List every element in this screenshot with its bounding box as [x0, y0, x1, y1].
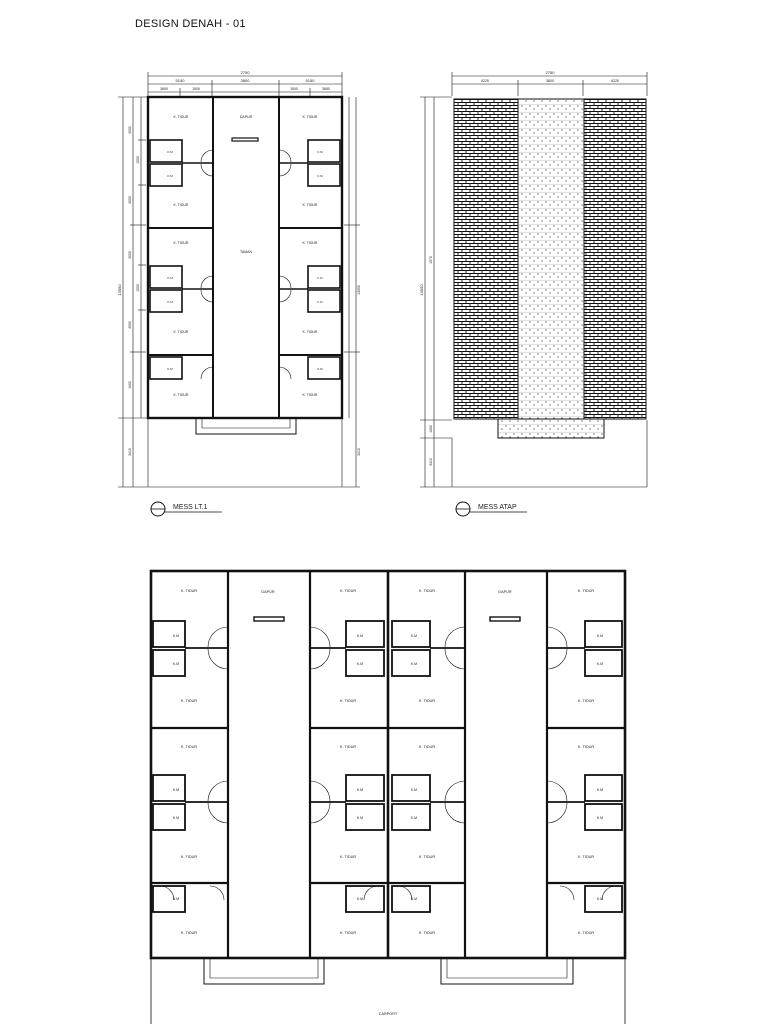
big-room-kamar: K. TIDUR	[418, 931, 436, 935]
big-room-kamar: K. TIDUR	[180, 589, 198, 593]
dim-right-total: 13050	[357, 285, 361, 295]
roof-ridge	[518, 99, 584, 437]
mess-lt1-side-dimensions	[118, 97, 360, 487]
big-room-kamar: K. TIDUR	[339, 589, 357, 593]
roof-right-slope	[584, 99, 646, 419]
roof-left-slope	[454, 99, 518, 419]
dim-side-seg-4: 4000	[128, 251, 132, 259]
big-room-kamar: K. TIDUR	[339, 855, 357, 859]
big-room-kamar: K. TIDUR	[577, 699, 595, 703]
big-room-kamar: K. TIDUR	[180, 745, 198, 749]
room-kamar: K. TIDUR	[173, 330, 189, 334]
combined-floor-plan	[151, 571, 625, 1024]
mess-atap-plan	[419, 70, 647, 516]
big-room-dapur: DAPUR	[498, 590, 512, 594]
big-room-km: K.M	[172, 788, 180, 792]
big-room-kamar: K. TIDUR	[180, 699, 198, 703]
carport-label: CARPORT	[378, 1012, 398, 1016]
mess-lt1-top-dimensions	[148, 72, 342, 98]
dim-top-middle: 3800	[240, 78, 250, 83]
room-km: K.M	[167, 367, 173, 371]
atap-dim-side-total: 13050	[419, 284, 424, 296]
roof-porch	[498, 419, 604, 438]
drawing-title: DESIGN DENAH - 01	[135, 18, 246, 30]
mess-lt1-caption	[151, 502, 222, 516]
big-room-km: K.M	[596, 788, 604, 792]
big-room-kamar: K. TIDUR	[577, 931, 595, 935]
big-room-km: K.M	[596, 897, 604, 901]
dim-side-seg-3: 4000	[128, 196, 132, 204]
big-room-kamar: K. TIDUR	[577, 745, 595, 749]
big-room-kamar: K. TIDUR	[577, 855, 595, 859]
dim-top-sub-3: 1500	[290, 87, 298, 91]
atap-dim-middle: 3800	[546, 79, 554, 83]
big-room-kamar: K. TIDUR	[418, 589, 436, 593]
atap-dim-side-upper: 1570	[429, 256, 433, 264]
dim-top-right: 5150	[305, 78, 315, 83]
atap-dim-left: 6225	[481, 79, 489, 83]
atap-dim-right: 6225	[611, 79, 619, 83]
big-room-km: K.M	[356, 897, 364, 901]
dim-side-seg-7: 1000	[128, 381, 132, 389]
atap-dim-side-bottom: 3410	[429, 458, 433, 466]
room-km: K.M	[167, 174, 173, 178]
room-km: K.M	[317, 367, 323, 371]
atap-dim-side-lower: 1000	[429, 425, 433, 433]
mess-lt1-label: MESS LT.1	[173, 504, 208, 511]
big-room-km: K.M	[410, 634, 418, 638]
big-room-km: K.M	[356, 816, 364, 820]
big-room-km: K.M	[596, 662, 604, 666]
dim-side-seg-6: 4000	[128, 321, 132, 329]
room-dapur: DAPUR	[239, 115, 253, 119]
big-room-kamar: K. TIDUR	[339, 699, 357, 703]
dim-right-bottom: 3410	[357, 448, 361, 456]
big-room-kamar: K. TIDUR	[418, 855, 436, 859]
room-koridor: TAMAN	[240, 250, 252, 254]
big-room-km: K.M	[356, 788, 364, 792]
dim-side-total: 13050	[117, 284, 122, 296]
room-kamar: K. TIDUR	[302, 330, 318, 334]
big-room-dapur: DAPUR	[261, 590, 275, 594]
dim-side-seg-2: 1500	[136, 156, 140, 164]
mess-atap-label: MESS ATAP	[478, 504, 517, 511]
dim-side-seg-1: 4000	[128, 126, 132, 134]
room-kamar: K. TIDUR	[302, 115, 318, 119]
big-room-kamar: K. TIDUR	[577, 589, 595, 593]
dim-side-bottom: 3410	[128, 448, 132, 456]
big-room-km: K.M	[596, 634, 604, 638]
big-room-kamar: K. TIDUR	[180, 931, 198, 935]
big-room-kamar: K. TIDUR	[418, 699, 436, 703]
big-room-km: K.M	[172, 634, 180, 638]
dim-top-sub-2: 1500	[192, 87, 200, 91]
big-room-kamar: K. TIDUR	[180, 855, 198, 859]
room-km: K.M	[167, 150, 173, 154]
room-kamar: K. TIDUR	[173, 241, 189, 245]
room-km: K.M	[317, 150, 323, 154]
dim-top-sub-1: 3650	[160, 87, 168, 91]
room-kamar: K. TIDUR	[302, 203, 318, 207]
big-room-km: K.M	[356, 634, 364, 638]
room-kamar: K. TIDUR	[173, 115, 189, 119]
dim-top-left: 5150	[175, 78, 185, 83]
mess-lt1-plan	[117, 70, 361, 516]
room-km: K.M	[317, 174, 323, 178]
big-room-km: K.M	[596, 816, 604, 820]
room-km: K.M	[317, 300, 323, 304]
mess-atap-caption	[456, 502, 527, 516]
big-room-km: K.M	[356, 662, 364, 666]
room-kamar: K. TIDUR	[173, 393, 189, 397]
dim-top-sub-4: 3650	[322, 87, 330, 91]
room-km: K.M	[167, 276, 173, 280]
big-room-km: K.M	[410, 788, 418, 792]
dim-side-seg-5: 1500	[136, 284, 140, 292]
big-room-km: K.M	[410, 816, 418, 820]
big-room-kamar: K. TIDUR	[339, 931, 357, 935]
big-room-kamar: K. TIDUR	[418, 745, 436, 749]
atap-dim-total: 2750	[545, 70, 555, 75]
big-room-km: K.M	[172, 662, 180, 666]
big-room-km: K.M	[172, 897, 180, 901]
room-kamar: K. TIDUR	[302, 393, 318, 397]
big-room-km: K.M	[410, 662, 418, 666]
big-room-km: K.M	[172, 816, 180, 820]
room-km: K.M	[167, 300, 173, 304]
dim-top-total: 2750	[240, 70, 250, 75]
mess-lt1-walls	[148, 97, 342, 487]
room-kamar: K. TIDUR	[173, 203, 189, 207]
big-room-kamar: K. TIDUR	[339, 745, 357, 749]
room-kamar: K. TIDUR	[302, 241, 318, 245]
room-km: K.M	[317, 276, 323, 280]
big-room-km: K.M	[410, 897, 418, 901]
